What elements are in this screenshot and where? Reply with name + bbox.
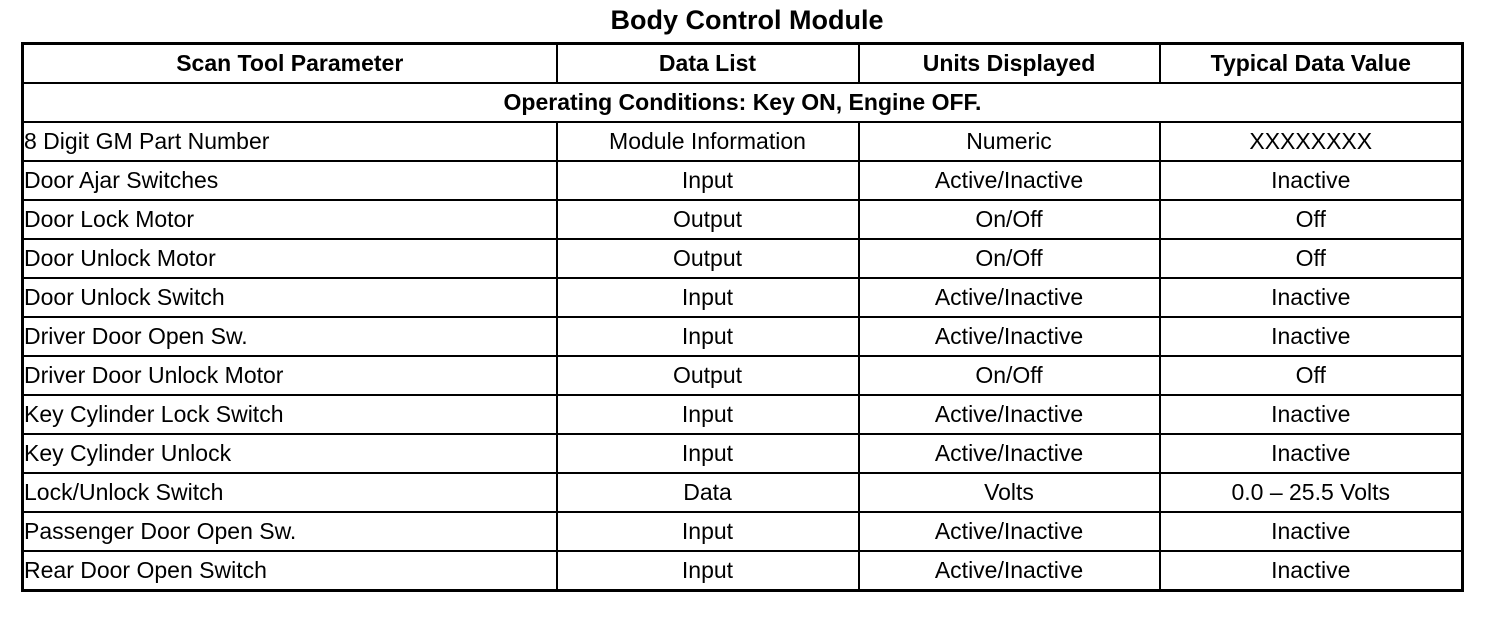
cell-typical-data-value: Inactive [1160, 512, 1463, 551]
operating-conditions-row [23, 83, 1463, 122]
cell-data-list: Module Information [557, 122, 859, 161]
table-row [23, 512, 1463, 551]
cell-scan-tool-parameter: Driver Door Unlock Motor [23, 356, 557, 395]
cell-units-displayed: Active/Inactive [859, 434, 1160, 473]
cell-data-list: Output [557, 239, 859, 278]
cell-units-displayed: Volts [859, 473, 1160, 512]
column-header-data-list: Data List [557, 44, 859, 84]
cell-scan-tool-parameter: Rear Door Open Switch [23, 551, 557, 591]
cell-data-list: Input [557, 278, 859, 317]
cell-units-displayed: Active/Inactive [859, 278, 1160, 317]
cell-data-list: Input [557, 161, 859, 200]
table-row [23, 395, 1463, 434]
cell-scan-tool-parameter: Door Unlock Switch [23, 278, 557, 317]
cell-scan-tool-parameter: Passenger Door Open Sw. [23, 512, 557, 551]
cell-units-displayed: Active/Inactive [859, 395, 1160, 434]
cell-units-displayed: Active/Inactive [859, 551, 1160, 591]
cell-data-list: Input [557, 395, 859, 434]
table-body [23, 83, 1463, 591]
cell-units-displayed: On/Off [859, 200, 1160, 239]
cell-units-displayed: Active/Inactive [859, 512, 1160, 551]
cell-typical-data-value: XXXXXXXX [1160, 122, 1463, 161]
table-row [23, 434, 1463, 473]
cell-data-list: Input [557, 434, 859, 473]
cell-data-list: Input [557, 512, 859, 551]
cell-scan-tool-parameter: 8 Digit GM Part Number [23, 122, 557, 161]
cell-typical-data-value: Off [1160, 356, 1463, 395]
cell-units-displayed: Active/Inactive [859, 317, 1160, 356]
cell-data-list: Input [557, 317, 859, 356]
page-title: Body Control Module [610, 5, 884, 35]
cell-units-displayed: Numeric [859, 122, 1160, 161]
cell-scan-tool-parameter: Key Cylinder Lock Switch [23, 395, 557, 434]
cell-scan-tool-parameter: Driver Door Open Sw. [23, 317, 557, 356]
cell-scan-tool-parameter: Lock/Unlock Switch [23, 473, 557, 512]
cell-scan-tool-parameter: Door Unlock Motor [23, 239, 557, 278]
cell-data-list: Output [557, 356, 859, 395]
table-row [23, 551, 1463, 591]
cell-typical-data-value: Inactive [1160, 161, 1463, 200]
cell-typical-data-value: 0.0 – 25.5 Volts [1160, 473, 1463, 512]
cell-scan-tool-parameter: Door Ajar Switches [23, 161, 557, 200]
cell-typical-data-value: Inactive [1160, 317, 1463, 356]
table-row [23, 239, 1463, 278]
table-row [23, 122, 1463, 161]
cell-typical-data-value: Off [1160, 200, 1463, 239]
cell-data-list: Input [557, 551, 859, 591]
cell-units-displayed: Active/Inactive [859, 161, 1160, 200]
cell-typical-data-value: Inactive [1160, 551, 1463, 591]
cell-scan-tool-parameter: Door Lock Motor [23, 200, 557, 239]
table-row [23, 200, 1463, 239]
cell-units-displayed: On/Off [859, 356, 1160, 395]
table-row [23, 356, 1463, 395]
cell-data-list: Data [557, 473, 859, 512]
cell-typical-data-value: Off [1160, 239, 1463, 278]
column-header-units-displayed: Units Displayed [859, 44, 1160, 84]
operating-conditions: Operating Conditions: Key ON, Engine OFF. [23, 83, 1463, 122]
table-row [23, 317, 1463, 356]
column-header-scan-tool-parameter: Scan Tool Parameter [23, 44, 557, 84]
table-row [23, 473, 1463, 512]
cell-units-displayed: On/Off [859, 239, 1160, 278]
cell-data-list: Output [557, 200, 859, 239]
table-header-row [23, 44, 1463, 84]
table-row [23, 161, 1463, 200]
cell-typical-data-value: Inactive [1160, 395, 1463, 434]
cell-typical-data-value: Inactive [1160, 434, 1463, 473]
cell-typical-data-value: Inactive [1160, 278, 1463, 317]
table-row [23, 278, 1463, 317]
parameter-table [21, 42, 1464, 592]
column-header-typical-data-value: Typical Data Value [1160, 44, 1463, 84]
cell-scan-tool-parameter: Key Cylinder Unlock [23, 434, 557, 473]
